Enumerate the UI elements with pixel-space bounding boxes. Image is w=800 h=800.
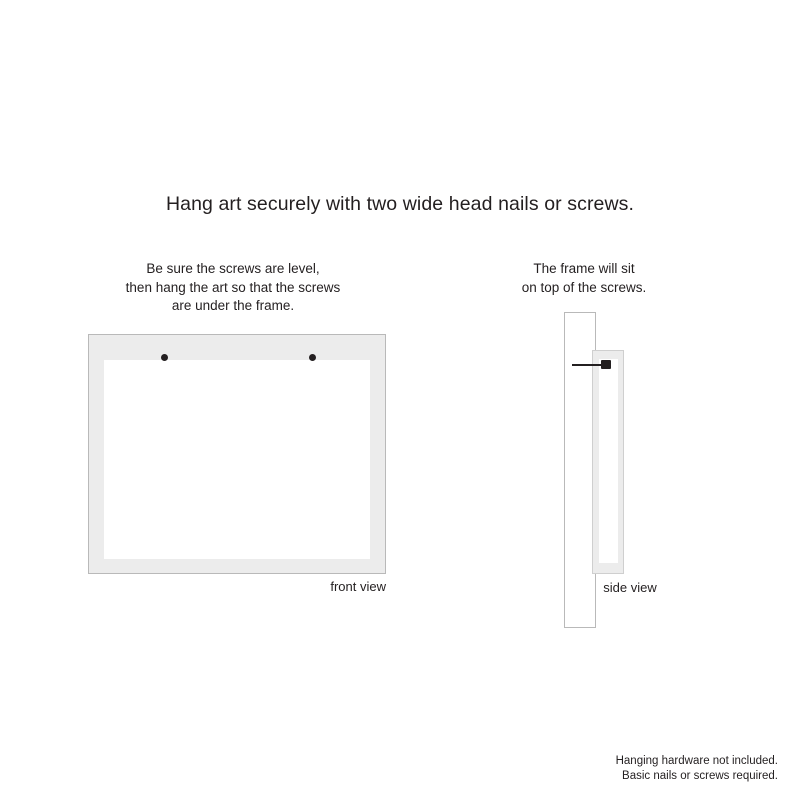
screw-head-left-icon: [161, 354, 168, 361]
footnote-line-1: Hanging hardware not included.: [615, 755, 778, 767]
side-caption-line-2: on top of the screws.: [521, 279, 647, 295]
side-view-caption: [488, 260, 680, 297]
front-view-frame: [88, 334, 386, 574]
footnote-line-2: Basic nails or screws required.: [622, 770, 778, 782]
side-view-frame: [592, 350, 624, 574]
front-view-caption: [80, 260, 386, 316]
front-caption-line-3: are under the frame.: [171, 298, 295, 313]
front-caption-line-2: then hang the art so that the screws: [125, 279, 341, 295]
front-view-mat: [104, 360, 370, 559]
footnote: [616, 754, 778, 784]
side-view-frame-inner: [599, 359, 618, 563]
front-caption-line-1: Be sure the screws are level,: [146, 261, 320, 276]
side-view-label: side view: [603, 580, 657, 595]
front-view-label: front view: [330, 579, 386, 594]
page-title: Hang art securely with two wide head nails or screws.: [165, 193, 635, 215]
screw-wide-head-icon: [601, 360, 611, 369]
side-caption-line-1: The frame will sit: [533, 261, 635, 276]
screw-head-right-icon: [309, 354, 316, 361]
